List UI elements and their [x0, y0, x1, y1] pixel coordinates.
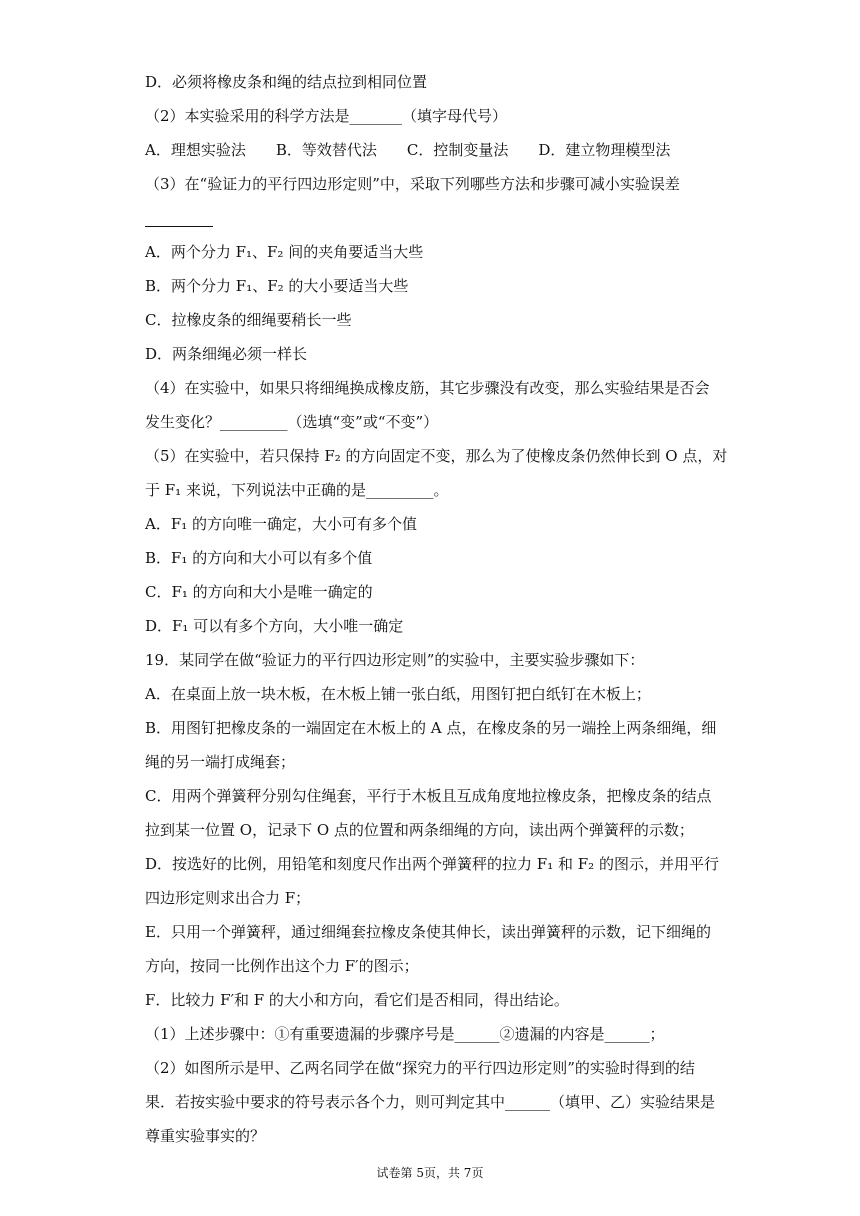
text-line: C．拉橡皮条的细绳要稍长一些: [145, 311, 352, 329]
text-line: C．用两个弹簧秤分别勾住绳套，平行于木板且互成角度地拉橡皮条，把橡皮条的结点: [145, 787, 712, 805]
text-line: （5）在实验中，若只保持 F₂ 的方向固定不变，那么为了使橡皮条仍然伸长到 O 点，对: [145, 447, 728, 465]
text-line: D．按选好的比例，用铅笔和刻度尺作出两个弹簧秤的拉力 F₁ 和 F₂ 的图示，并用平行: [145, 855, 719, 873]
text-line: A．理想实验法 B．等效替代法 C．控制变量法 D．建立物理模型法: [145, 141, 671, 159]
text-line: D．两条细绳必须一样长: [145, 345, 308, 363]
text-line: B．F₁ 的方向和大小可以有多个值: [145, 549, 373, 567]
text-line: （2）如图所示是甲、乙两名同学在做“探究力的平行四边形定则”的实验时得到的结: [145, 1059, 695, 1077]
text-line: 四边形定则求出合力 F；: [145, 889, 311, 907]
text-line: （3）在“验证力的平行四边形定则”中，采取下列哪些方法和步骤可减小实验误差: [145, 175, 680, 193]
text-line: A．两个分力 F₁、F₂ 间的夹角要适当大些: [145, 243, 424, 261]
text-line: 发生变化？_________（选填“变”或“不变”）: [145, 413, 439, 431]
text-line: （1）上述步骤中：①有重要遗漏的步骤序号是______②遗漏的内容是______；: [145, 1025, 665, 1043]
text-line: A．在桌面上放一块木板，在木板上铺一张白纸，用图钉把白纸钉在木板上；: [145, 685, 651, 703]
text-line: C．F₁ 的方向和大小是唯一确定的: [145, 583, 373, 601]
text-line: E．只用一个弹簧秤，通过细绳套拉橡皮条使其伸长，读出弹簧秤的示数，记下细绳的: [145, 923, 711, 941]
text-line: F．比较力 F′和 F 的大小和方向，看它们是否相同，得出结论。: [145, 991, 569, 1009]
text-line: B．两个分力 F₁、F₂ 的大小要适当大些: [145, 277, 409, 295]
text-line: 于 F₁ 来说，下列说法中正确的是_________。: [145, 481, 449, 499]
text-line: B．用图钉把橡皮条的一端固定在木板上的 A 点，在橡皮条的另一端拴上两条细绳，细: [145, 719, 717, 737]
text-line: 绳的另一端打成绳套；: [145, 753, 296, 771]
text-line: D．F₁ 可以有多个方向，大小唯一确定: [145, 617, 404, 635]
text-line: 方向，按同一比例作出这个力 F′的图示；: [145, 957, 419, 975]
page-footer: 试卷第 5页，共 7页: [376, 1166, 484, 1180]
text-line: 果．若按实验中要求的符号表示各个力，则可判定其中______（填甲、乙）实验结果是: [145, 1093, 716, 1111]
text-line: 尊重实验事实的？: [145, 1127, 266, 1145]
text-line: A．F₁ 的方向唯一确定，大小可有多个值: [145, 515, 418, 533]
text-line: 拉到某一位置 O，记录下 O 点的位置和两条细绳的方向，读出两个弹簧秤的示数；: [145, 821, 694, 839]
text-line: D．必须将橡皮条和绳的结点拉到相同位置: [145, 73, 428, 91]
text-line: 19．某同学在做“验证力的平行四边形定则”的实验中，主要实验步骤如下：: [145, 651, 645, 669]
text-line: （4）在实验中，如果只将细绳换成橡皮筋，其它步骤没有改变，那么实验结果是否会: [145, 379, 710, 397]
text-line: （2）本实验采用的科学方法是_______（填字母代号）: [145, 107, 508, 125]
answer-blank: [145, 226, 213, 227]
